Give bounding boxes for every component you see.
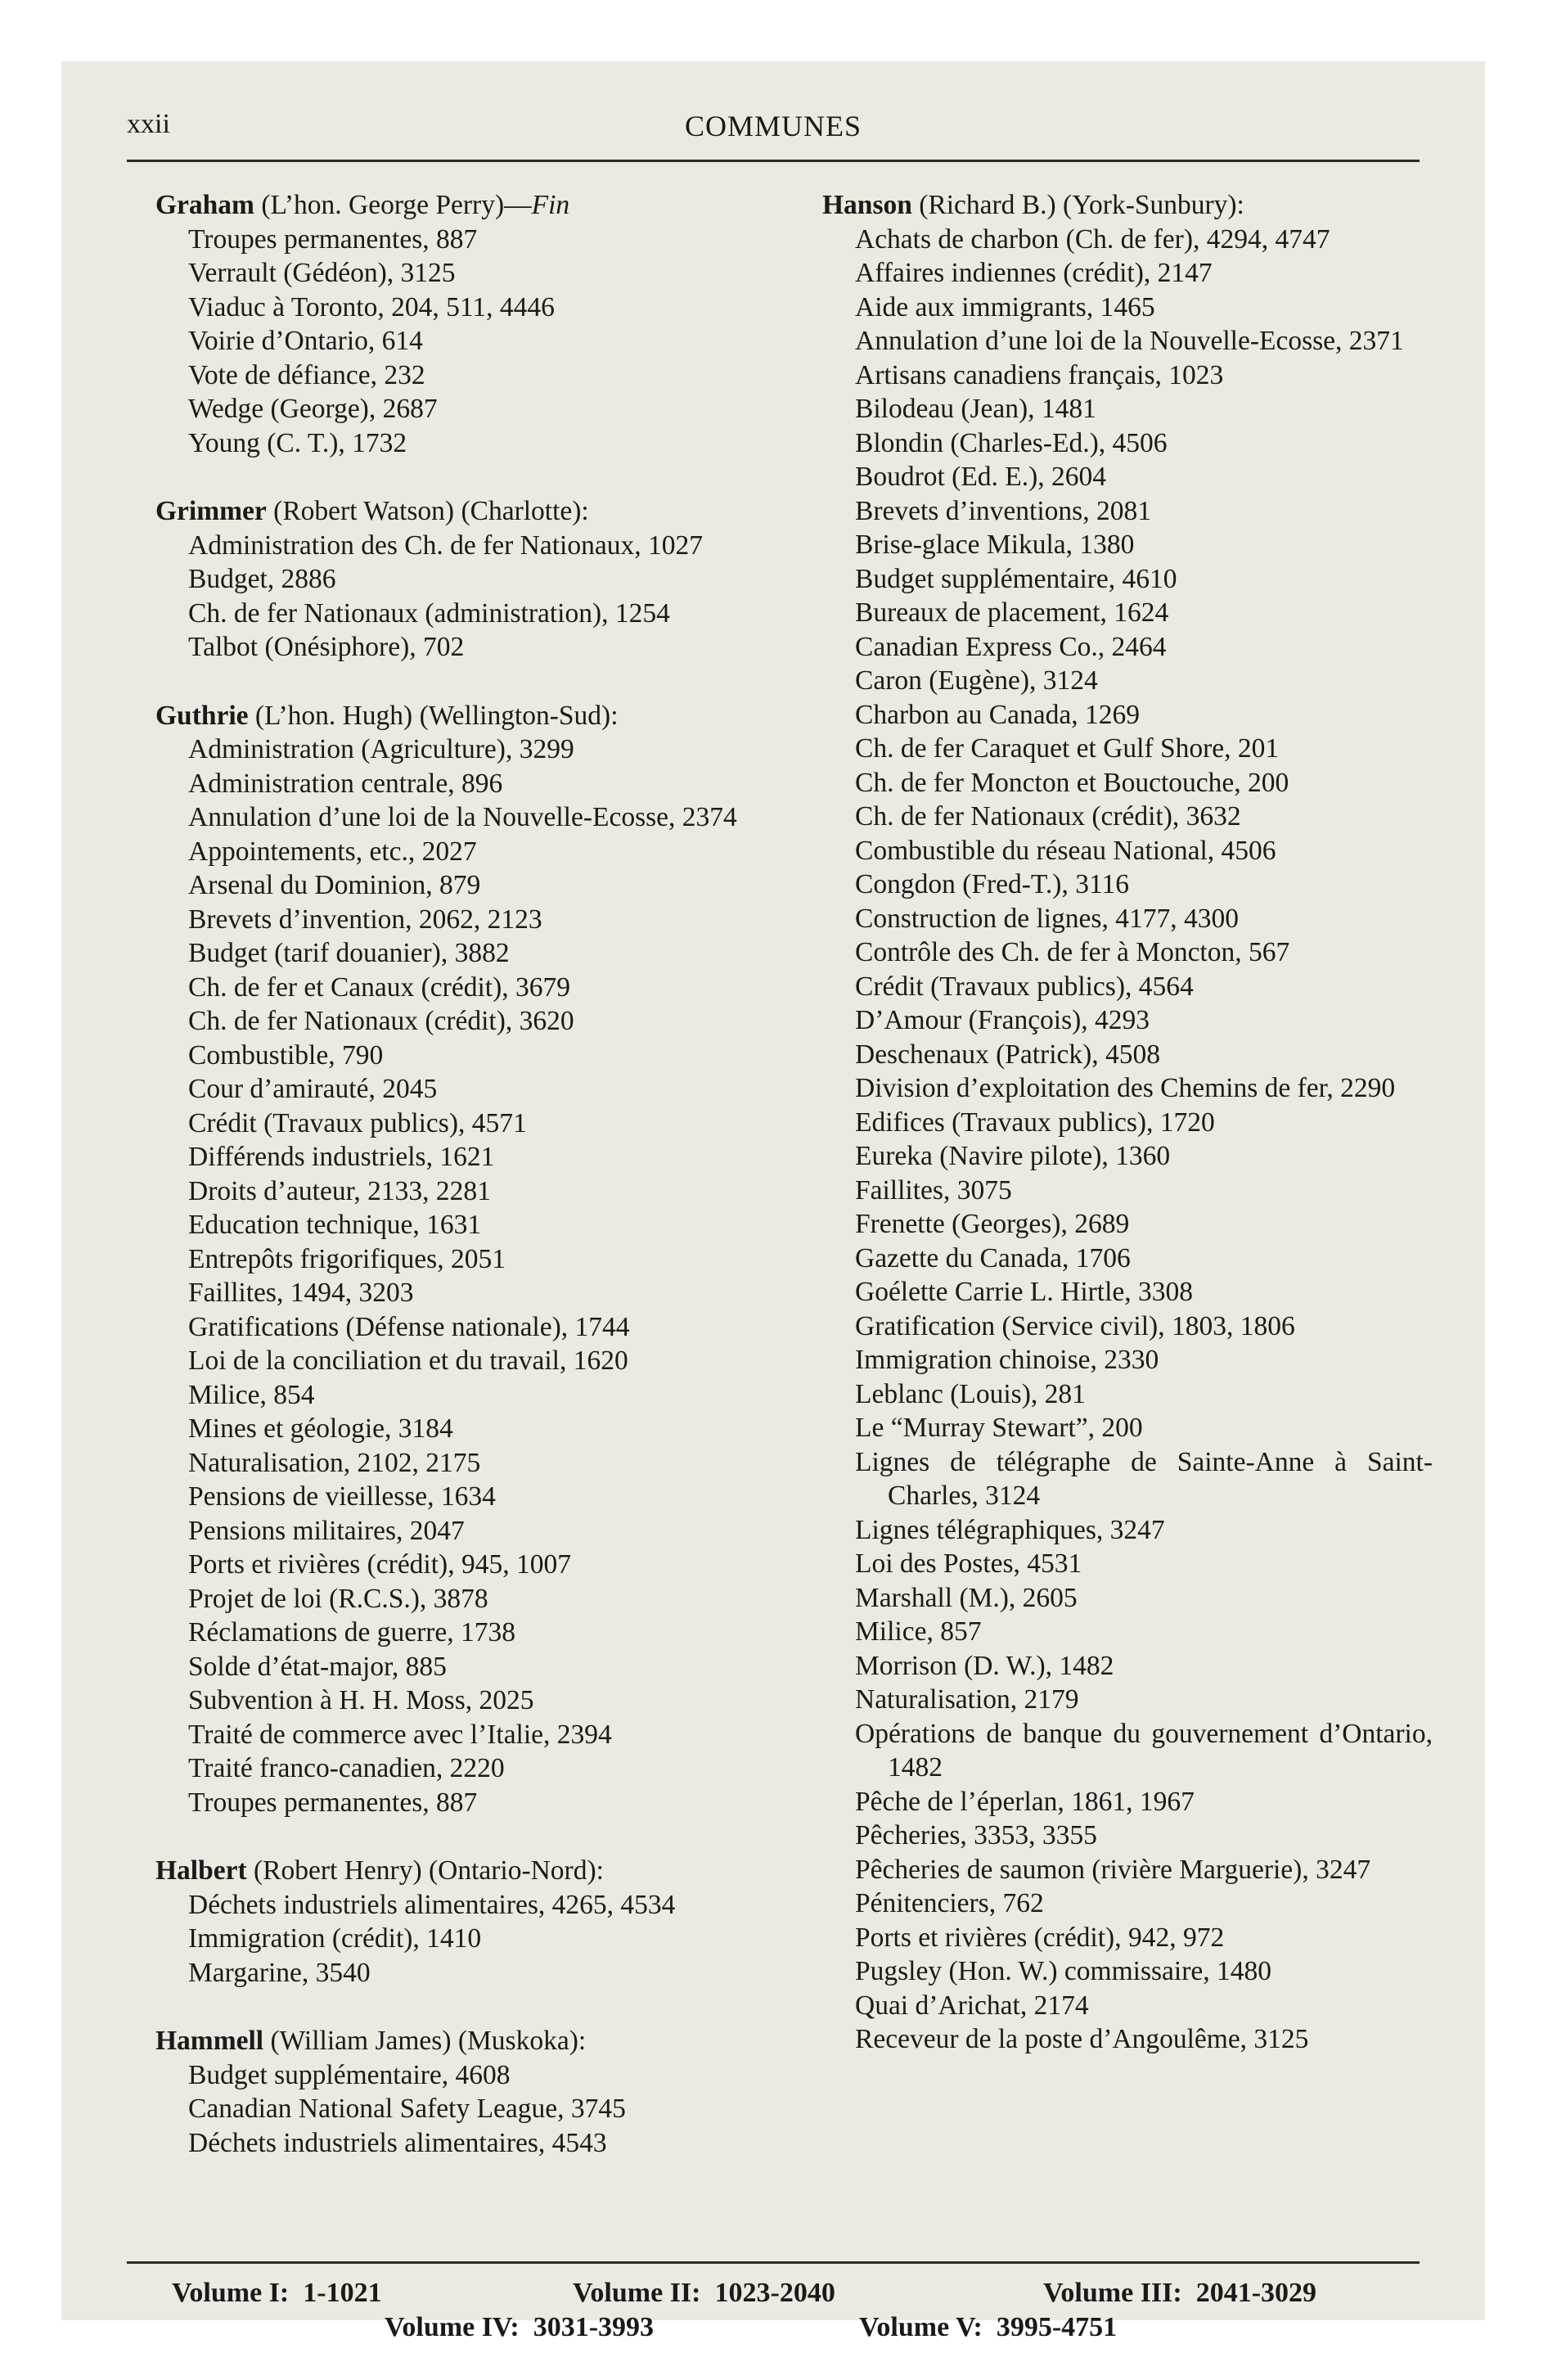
index-subentry: Boudrot (Ed. E.), 2604 xyxy=(855,462,1107,492)
index-subentry: Vote de défiance, 232 xyxy=(188,359,425,390)
left-column xyxy=(155,188,769,2194)
index-subentry: Pêche de l’éperlan, 1861, 1967 xyxy=(855,1786,1195,1817)
index-subentry: Viaduc à Toronto, 204, 511, 4446 xyxy=(188,291,555,322)
index-subentry: Margarine, 3540 xyxy=(188,1957,371,1988)
index-subentry: Droits d’auteur, 2133, 2281 xyxy=(188,1175,491,1206)
page xyxy=(61,61,1485,2342)
index-subentry: Gratification (Service civil), 1803, 1806 xyxy=(855,1310,1295,1341)
index-subentry: Naturalisation, 2102, 2175 xyxy=(188,1447,481,1478)
index-entry xyxy=(155,494,769,665)
member-details: (William James) (Muskoka): xyxy=(270,2026,587,2056)
index-subentry: Loi des Postes, 4531 xyxy=(855,1548,1082,1579)
volume-range: 3995-4751 xyxy=(996,2312,1118,2342)
index-subentry: Crédit (Travaux publics), 4564 xyxy=(855,971,1194,1002)
index-subentry: Combustible, 790 xyxy=(188,1039,384,1071)
index-entry xyxy=(155,699,769,1820)
index-subentry: Congdon (Fred-T.), 3116 xyxy=(855,869,1129,899)
volume-range: 1-1021 xyxy=(303,2278,382,2308)
index-subentry: Eureka (Navire pilote), 1360 xyxy=(855,1141,1171,1171)
index-subentry: Ch. de fer Caraquet et Gulf Shore, 201 xyxy=(855,733,1280,764)
index-subentry: Opérations de banque du gouvernement d’Ontario, 1482 xyxy=(855,1718,1433,1783)
index-subentry: Lignes de télégraphe de Sainte-Anne à Saint-Charles, 3124 xyxy=(855,1446,1433,1511)
index-subentry: Pénitenciers, 762 xyxy=(855,1888,1044,1918)
index-subentry: Milice, 857 xyxy=(855,1616,982,1647)
volume-range: 3031-3993 xyxy=(533,2312,655,2342)
member-name: Halbert xyxy=(155,1855,247,1886)
index-subentry: Ch. de fer Nationaux (crédit), 3620 xyxy=(188,1006,574,1036)
volume-label: Volume I: xyxy=(172,2278,290,2308)
index-subentry: Wedge (George), 2687 xyxy=(188,394,438,424)
index-entry xyxy=(155,2024,769,2160)
index-subentry: Faillites, 1494, 3203 xyxy=(188,1278,414,1308)
index-subentry: Crédit (Travaux publics), 4571 xyxy=(188,1107,527,1138)
member-details: (Robert Watson) (Charlotte): xyxy=(273,496,589,526)
index-subentry: Arsenal du Dominion, 879 xyxy=(188,870,481,900)
index-subentry: Combustible du réseau National, 4506 xyxy=(855,835,1276,866)
volume-3 xyxy=(1043,2278,1316,2309)
index-subentry: Différends industriels, 1621 xyxy=(188,1142,495,1172)
index-subentry: Loi de la conciliation et du travail, 1620 xyxy=(188,1346,628,1376)
index-subentry: Cour d’amirauté, 2045 xyxy=(188,1074,438,1104)
index-subentry: Immigration (crédit), 1410 xyxy=(188,1923,482,1954)
index-subentry: Canadian Express Co., 2464 xyxy=(855,631,1167,662)
index-subentry: Morrison (D. W.), 1482 xyxy=(855,1650,1114,1681)
member-details: (Robert Henry) (Ontario-Nord): xyxy=(254,1855,604,1886)
volume-4 xyxy=(385,2312,654,2343)
index-subentry: Achats de charbon (Ch. de fer), 4294, 4747 xyxy=(855,223,1330,255)
entry-heading xyxy=(155,188,769,223)
index-subentry: Frenette (Georges), 2689 xyxy=(855,1209,1130,1239)
volume-label: Volume V: xyxy=(859,2312,983,2342)
volume-label: Volume II: xyxy=(573,2278,701,2308)
page-title: COMMUNES xyxy=(684,110,862,142)
volume-label: Volume IV: xyxy=(385,2312,520,2342)
index-subentry: Pêcheries de saumon (rivière Marguerie), 3247 xyxy=(855,1854,1371,1885)
member-name: Grimmer xyxy=(155,496,267,526)
index-subentry: Troupes permanentes, 887 xyxy=(188,223,478,255)
index-subentry: Affaires indiennes (crédit), 2147 xyxy=(855,258,1213,288)
index-subentry: Bureaux de placement, 1624 xyxy=(855,597,1169,628)
member-name: Guthrie xyxy=(155,700,249,731)
index-subentry: Pensions de vieillesse, 1634 xyxy=(188,1481,496,1512)
index-subentry: Marshall (M.), 2605 xyxy=(855,1582,1078,1613)
index-subentry: Leblanc (Louis), 281 xyxy=(855,1378,1086,1409)
index-subentry: Immigration chinoise, 2330 xyxy=(855,1345,1159,1375)
index-subentry: Ports et rivières (crédit), 945, 1007 xyxy=(188,1549,571,1580)
index-subentry: D’Amour (François), 4293 xyxy=(855,1005,1150,1035)
index-subentry: Administration des Ch. de fer Nationaux, 1027 xyxy=(188,530,703,561)
index-subentry: Ch. de fer Nationaux (crédit), 3632 xyxy=(855,801,1241,832)
index-subentry: Naturalisation, 2179 xyxy=(855,1684,1079,1715)
footer-rule xyxy=(127,2261,1420,2264)
index-subentry: Brise-glace Mikula, 1380 xyxy=(855,530,1135,560)
index-subentry: Pêcheries, 3353, 3355 xyxy=(855,1820,1097,1850)
entry-heading xyxy=(155,494,769,529)
right-column xyxy=(822,188,1433,2091)
index-subentry: Budget supplémentaire, 4610 xyxy=(855,563,1177,594)
index-subentry: Appointements, etc., 2027 xyxy=(188,836,477,867)
index-subentry: Gratifications (Défense nationale), 1744 xyxy=(188,1311,630,1342)
index-subentry: Bilodeau (Jean), 1481 xyxy=(855,394,1096,424)
volume-range: 2041-3029 xyxy=(1195,2278,1317,2308)
volume-2 xyxy=(573,2278,835,2309)
index-subentry: Pugsley (Hon. W.) commissaire, 1480 xyxy=(855,1956,1271,1986)
index-subentry: Gazette du Canada, 1706 xyxy=(855,1242,1131,1273)
header-rule xyxy=(127,160,1420,162)
index-subentry: Canadian National Safety League, 3745 xyxy=(188,2094,626,2124)
member-name: Hammell xyxy=(155,2026,264,2056)
index-subentry: Artisans canadiens français, 1023 xyxy=(855,359,1224,390)
index-subentry: Solde d’état-major, 885 xyxy=(188,1651,447,1682)
index-subentry: Caron (Eugène), 3124 xyxy=(855,665,1098,696)
index-subentry: Administration (Agriculture), 3299 xyxy=(188,734,574,764)
entry-heading xyxy=(822,188,1433,223)
index-subentry: Brevets d’invention, 2062, 2123 xyxy=(188,904,542,935)
index-subentry: Traité franco-canadien, 2220 xyxy=(188,1753,505,1783)
index-subentry: Budget (tarif douanier), 3882 xyxy=(188,938,510,968)
index-subentry: Budget, 2886 xyxy=(188,564,336,594)
index-subentry: Annulation d’une loi de la Nouvelle-Ecosse, 2371 xyxy=(855,326,1404,356)
index-subentry: Réclamations de guerre, 1738 xyxy=(188,1617,516,1648)
index-subentry: Administration centrale, 896 xyxy=(188,768,503,799)
index-subentry: Déchets industriels alimentaires, 4543 xyxy=(188,2127,607,2158)
index-entry xyxy=(822,188,1433,2057)
index-subentry: Edifices (Travaux publics), 1720 xyxy=(855,1107,1215,1138)
index-subentry: Construction de lignes, 4177, 4300 xyxy=(855,903,1239,934)
index-entry xyxy=(155,1854,769,1990)
index-subentry: Voirie d’Ontario, 614 xyxy=(188,326,423,356)
index-subentry: Goélette Carrie L. Hirtle, 3308 xyxy=(855,1277,1194,1307)
index-subentry: Traité de commerce avec l’Italie, 2394 xyxy=(188,1719,612,1750)
index-subentry: Contrôle des Ch. de fer à Moncton, 567 xyxy=(855,937,1290,967)
index-subentry: Quai d’Arichat, 2174 xyxy=(855,1990,1089,2021)
index-subentry: Deschenaux (Patrick), 4508 xyxy=(855,1039,1161,1070)
index-subentry: Faillites, 3075 xyxy=(855,1174,1012,1206)
volume-range: 1023-2040 xyxy=(714,2278,835,2308)
index-subentry: Young (C. T.), 1732 xyxy=(188,427,407,458)
member-name: Graham xyxy=(155,190,254,220)
entry-heading xyxy=(155,699,769,733)
index-subentry: Ch. de fer Nationaux (administration), 1254 xyxy=(188,597,670,629)
index-subentry: Annulation d’une loi de la Nouvelle-Ecosse, 2374 xyxy=(188,802,737,832)
index-subentry: Ch. de fer et Canaux (crédit), 3679 xyxy=(188,971,570,1003)
index-subentry: Verrault (Gédéon), 3125 xyxy=(188,258,456,288)
index-subentry: Budget supplémentaire, 4608 xyxy=(188,2059,511,2090)
index-subentry: Ports et rivières (crédit), 942, 972 xyxy=(855,1922,1225,1953)
index-subentry: Division d’exploitation des Chemins de fer, 2290 xyxy=(855,1073,1396,1103)
index-subentry: Mines et géologie, 3184 xyxy=(188,1413,453,1444)
index-subentry: Lignes télégraphiques, 3247 xyxy=(855,1514,1165,1545)
volume-5 xyxy=(859,2312,1117,2343)
index-subentry: Education technique, 1631 xyxy=(188,1210,482,1240)
index-subentry: Brevets d’inventions, 2081 xyxy=(855,495,1151,526)
index-subentry: Aide aux immigrants, 1465 xyxy=(855,291,1155,322)
index-subentry: Subvention à H. H. Moss, 2025 xyxy=(188,1685,534,1715)
index-subentry: Ch. de fer Moncton et Bouctouche, 200 xyxy=(855,767,1289,798)
volume-1 xyxy=(172,2278,382,2309)
index-subentry: Le “Murray Stewart”, 200 xyxy=(855,1413,1143,1443)
continued-marker: Fin xyxy=(531,190,570,220)
index-subentry: Entrepôts frigorifiques, 2051 xyxy=(188,1243,506,1274)
index-subentry: Blondin (Charles-Ed.), 4506 xyxy=(855,427,1168,458)
entry-heading xyxy=(155,2024,769,2058)
entry-heading xyxy=(155,1854,769,1888)
page-number: xxii xyxy=(127,109,170,139)
volume-label: Volume III: xyxy=(1043,2278,1182,2308)
index-subentry: Talbot (Onésiphore), 702 xyxy=(188,632,465,662)
index-subentry: Troupes permanentes, 887 xyxy=(188,1787,478,1818)
index-subentry: Charbon au Canada, 1269 xyxy=(855,699,1140,730)
member-details: (L’hon. Hugh) (Wellington-Sud): xyxy=(254,700,619,731)
index-subentry: Pensions militaires, 2047 xyxy=(188,1515,465,1546)
member-name: Hanson xyxy=(822,190,912,220)
index-subentry: Milice, 854 xyxy=(188,1379,315,1410)
member-details: (Richard B.) (York-Sunbury): xyxy=(919,190,1244,220)
index-subentry: Projet de loi (R.C.S.), 3878 xyxy=(188,1583,488,1614)
index-subentry: Déchets industriels alimentaires, 4265, 4534 xyxy=(188,1889,676,1920)
member-details: (L’hon. George Perry)— xyxy=(261,190,532,220)
index-subentry: Receveur de la poste d’Angoulême, 3125 xyxy=(855,2024,1309,2054)
index-entry xyxy=(155,188,769,460)
